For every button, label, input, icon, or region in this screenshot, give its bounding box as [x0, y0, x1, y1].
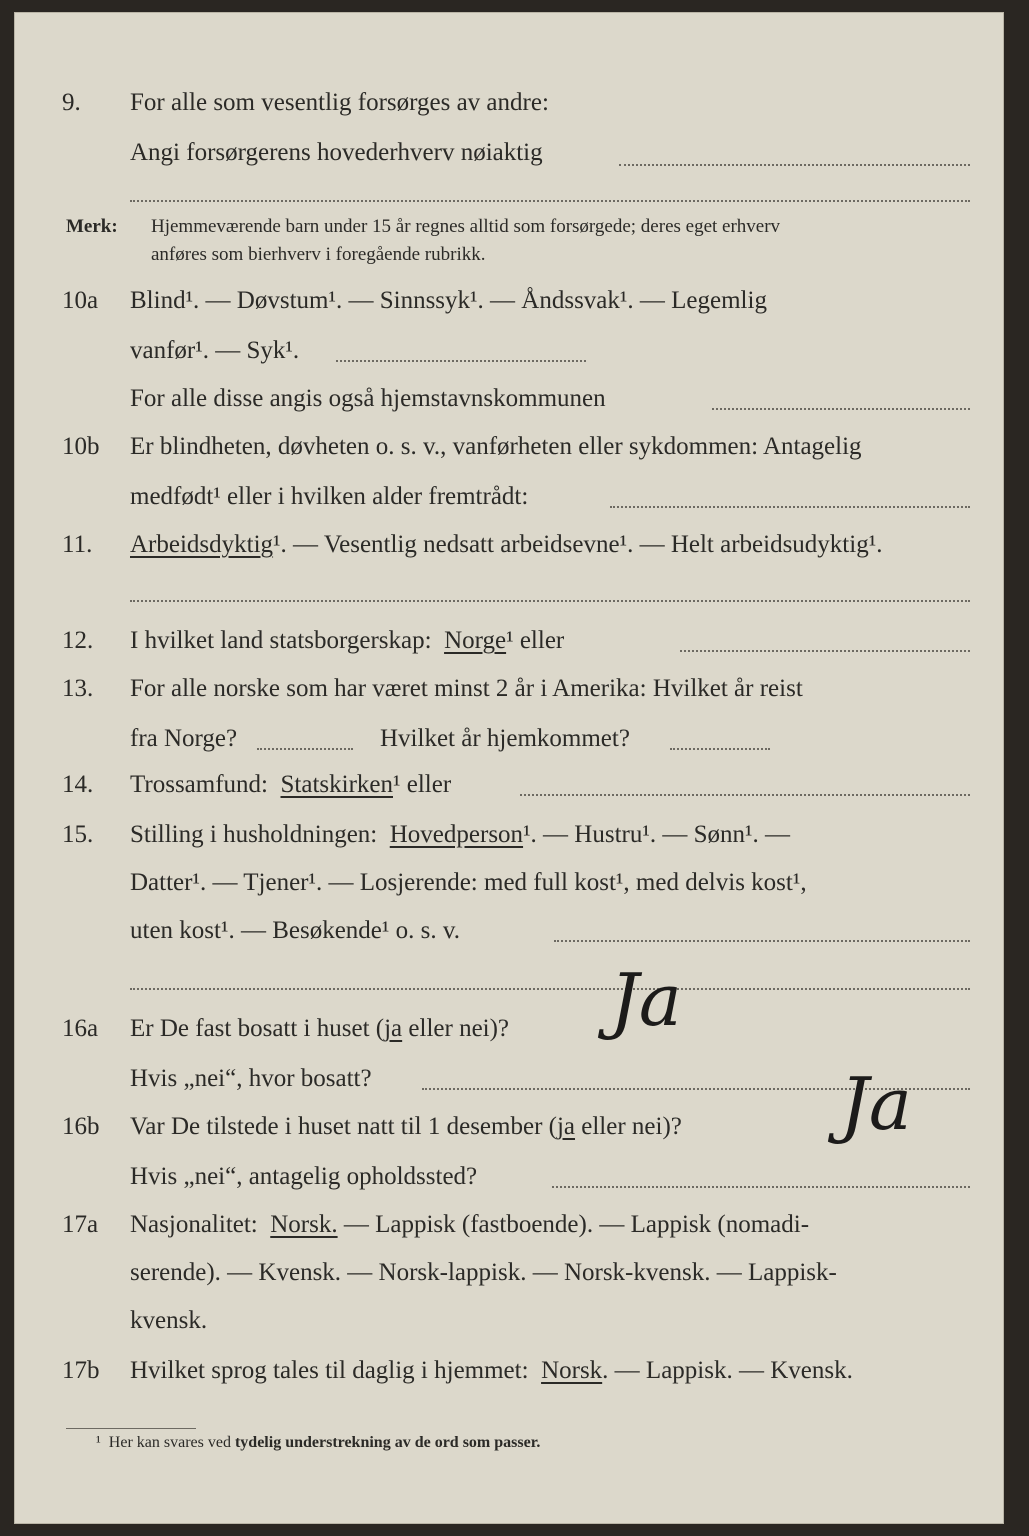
- q13-line2b: Hvilket år hjemkommet?: [380, 725, 630, 752]
- merk-line1: Hjemmeværende barn under 15 år regnes alltid som forsørgede; deres eget erhverv: [151, 216, 781, 237]
- q17b-selected-option: Norsk: [541, 1357, 603, 1384]
- q13-return-field[interactable]: [670, 748, 770, 750]
- q13-line1: For alle norske som har været minst 2 år i Amerika: Hvilket år reist: [130, 675, 803, 702]
- q13-departure-field[interactable]: [257, 748, 353, 750]
- q17a-selected-option: Norsk.: [270, 1211, 338, 1238]
- q17a-number: 17a: [62, 1211, 99, 1238]
- q11-number: 11.: [62, 531, 93, 558]
- q10a-line3: For alle disse angis også hjemstavnskommunen: [130, 385, 606, 412]
- q10b-number: 10b: [62, 433, 100, 460]
- q15-line2: Datter¹. — Tjener¹. — Losjerende: med full kost¹, med delvis kost¹,: [130, 869, 807, 896]
- q16b-selected-option: ja: [556, 1113, 576, 1140]
- q12-answer-field[interactable]: [680, 650, 970, 652]
- q10a-answer-field[interactable]: [336, 360, 586, 362]
- q15-answer-field[interactable]: [554, 940, 970, 942]
- q16b-answer-field[interactable]: [552, 1186, 970, 1188]
- footnote: ¹ Her kan svares ved tydelig understrekning av de ord som passer.: [96, 1434, 541, 1451]
- q17a-line1: Nasjonalitet: Norsk. — Lappisk (fastboende). — Lappisk (nomadi-: [130, 1211, 810, 1238]
- q17b-number: 17b: [62, 1357, 100, 1384]
- q9-line2: Angi forsørgerens hovederhverv nøiaktig: [130, 139, 543, 166]
- census-form-page: [14, 12, 1004, 1524]
- q10b-line2: medfødt¹ eller i hvilken alder fremtrådt:: [130, 483, 529, 510]
- q15-line3: uten kost¹. — Besøkende¹ o. s. v.: [130, 917, 461, 944]
- q15-answer-field-2[interactable]: [130, 988, 970, 990]
- q17b-line1: Hvilket sprog tales til daglig i hjemmet: Norsk. — Lappisk. — Kvensk.: [130, 1357, 853, 1384]
- q16a-handwritten-answer: Ja: [610, 958, 682, 1042]
- q10a-home-field[interactable]: [712, 408, 970, 410]
- q17a-line3: kvensk.: [130, 1307, 208, 1334]
- q15-number: 15.: [62, 821, 94, 848]
- q16a-line1: Er De fast bosatt i huset (ja eller nei)?: [130, 1015, 510, 1042]
- q17a-line2: serende). — Kvensk. — Norsk-lappisk. — Norsk-kvensk. — Lappisk-: [130, 1259, 837, 1286]
- q12-line1: I hvilket land statsborgerskap: Norge¹ eller: [130, 627, 565, 654]
- q9-number: 9.: [62, 89, 81, 116]
- q10b-line1: Er blindheten, døvheten o. s. v., vanførheten eller sykdommen: Antagelig: [130, 433, 862, 460]
- q9-answer-field-2[interactable]: [130, 200, 970, 202]
- q14-selected-option: Statskirken: [280, 771, 393, 798]
- q11-selected-option: Arbeidsdyktig: [130, 531, 274, 558]
- q10b-answer-field[interactable]: [610, 506, 970, 508]
- q14-number: 14.: [62, 771, 94, 798]
- merk-line2: anføres som bierhverv i foregående rubrikk.: [151, 244, 486, 265]
- q16a-number: 16a: [62, 1015, 99, 1042]
- q15-selected-option: Hovedperson: [389, 821, 524, 848]
- q10a-line1: Blind¹. — Døvstum¹. — Sinnssyk¹. — Åndssvak¹. — Legemlig: [130, 287, 767, 314]
- q16b-line1: Var De tilstede i huset natt til 1 desember (ja eller nei)?: [130, 1113, 682, 1140]
- q16a-line2: Hvis „nei“, hvor bosatt?: [130, 1065, 372, 1092]
- q13-number: 13.: [62, 675, 94, 702]
- q12-selected-option: Norge: [444, 627, 507, 654]
- q14-answer-field[interactable]: [520, 794, 970, 796]
- q13-line2a: fra Norge?: [130, 725, 238, 752]
- q12-number: 12.: [62, 627, 94, 654]
- q11-line1: Arbeidsdyktig¹. — Vesentlig nedsatt arbeidsevne¹. — Helt arbeidsudyktig¹.: [130, 531, 883, 558]
- q10a-number: 10a: [62, 287, 99, 314]
- q9-answer-field[interactable]: [619, 164, 970, 166]
- footnote-divider: [66, 1428, 196, 1429]
- q16b-handwritten-answer: Ja: [840, 1062, 912, 1146]
- merk-label: Merk:: [66, 216, 118, 237]
- q9-line1: For alle som vesentlig forsørges av andre:: [130, 89, 549, 116]
- q16a-selected-option: ja: [384, 1015, 403, 1042]
- q16b-number: 16b: [62, 1113, 100, 1140]
- q10a-line2: vanfør¹. — Syk¹.: [130, 337, 300, 364]
- q14-line1: Trossamfund: Statskirken¹ eller: [130, 771, 452, 798]
- q15-line1: Stilling i husholdningen: Hovedperson¹. — Hustru¹. — Sønn¹. —: [130, 821, 791, 848]
- q11-answer-field[interactable]: [130, 600, 970, 602]
- q16b-line2: Hvis „nei“, antagelig opholdssted?: [130, 1163, 478, 1190]
